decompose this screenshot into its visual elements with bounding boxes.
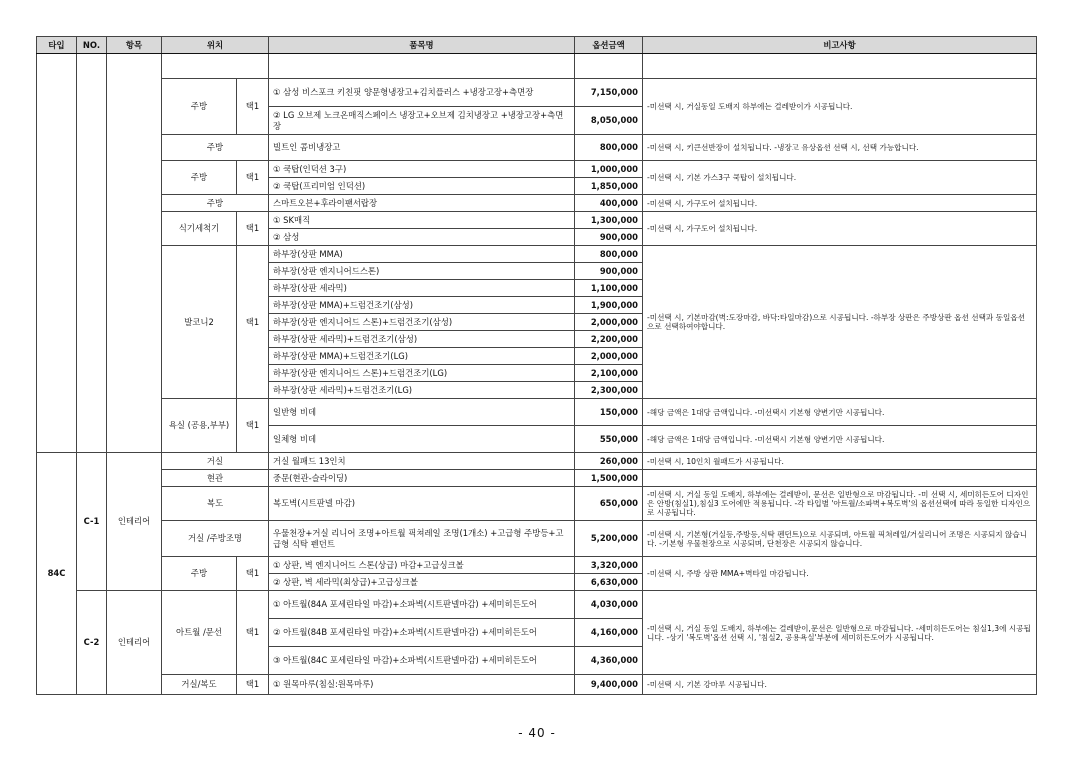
no-cell-top [77,54,107,453]
price-cell: 8,050,000 [575,107,643,135]
table-row [37,54,1037,79]
price-cell: 7,150,000 [575,79,643,107]
remarks-cell: -미선택 시, 키큰선반장이 설치됩니다. -냉장고 유상옵션 선택 시, 선택 가능합니다. [643,135,1037,161]
remarks-cell: -미선택 시, 거실동일 도배지 하부에는 걸레받이가 시공됩니다. [643,79,1037,135]
section-item-c2: 인테리어 [107,591,162,695]
table-row [37,675,1037,695]
price-cell: 900,000 [575,229,643,246]
select-one-cell: 택1 [237,246,269,399]
product-cell: ① 쿡탑(인덕션 3구) [269,161,575,178]
remarks-cell: -해당 금액은 1대당 금액입니다. -미선택시 기본형 양변기만 시공됩니다. [643,399,1037,426]
remarks-cell [643,470,1037,487]
table-row [37,212,1037,229]
select-one-cell: 택1 [237,399,269,453]
header-type: 타입 [37,37,77,54]
item-cell-top [107,54,162,453]
location-cell: 아트월 /문선 [162,591,237,675]
price-cell: 1,500,000 [575,470,643,487]
location-cell: 주방 [162,195,269,212]
select-one-cell: 택1 [237,591,269,675]
page-number: - 40 - [518,726,556,740]
table-row [37,521,1037,557]
product-cell: ① 원목마루(침실:원목마루) [269,675,575,695]
product-cell: ① 삼성 비스포크 키친핏 양문형냉장고+김치플러스 +냉장고장+측면장 [269,79,575,107]
header-item: 항목 [107,37,162,54]
table-row [37,161,1037,178]
price-cell: 650,000 [575,487,643,521]
product-cell: ② LG 오브제 노크온매직스페이스 냉장고+오브제 김치냉장고 +냉장고장+측면장 [269,107,575,135]
header-row [37,37,1037,54]
product-cell: 하부장(상판 세라믹) [269,280,575,297]
section-no-c1: C-1 [77,453,107,591]
product-cell: 복도벽(시트판넬 마감) [269,487,575,521]
product-cell: ① 상판, 벽 엔지니어드 스톤(상급) 마감+고급싱크볼 [269,557,575,574]
remarks-cell: -미선택 시, 기본마감(벽:도장마감, 바닥:타일마감)으로 시공됩니다. -하부장 상판은 주방상판 옵션 선택과 동일옵션으로 선택하여야합니다. [643,246,1037,399]
price-cell: 6,630,000 [575,574,643,591]
price-cell: 550,000 [575,426,643,453]
price-cell: 3,320,000 [575,557,643,574]
header-location: 위치 [162,37,269,54]
product-cell: ① SK매직 [269,212,575,229]
product-cell: 하부장(상판 엔지니어드 스톤)+드럼건조기(LG) [269,365,575,382]
table-row [37,246,1037,263]
select-one-cell: 택1 [237,212,269,246]
product-cell: ③ 아트월(84C 포세린타일 마감)+소파벽(시트판넬마감) +세미히든도어 [269,647,575,675]
location-cell: 거실 [162,453,269,470]
product-cell: ② 아트월(84B 포세린타일 마감)+소파벽(시트판넬마감) +세미히든도어 [269,619,575,647]
table-row [37,135,1037,161]
table-row [37,557,1037,574]
table-row [37,79,1037,107]
product-cell: ② 삼성 [269,229,575,246]
product-cell: 하부장(상판 MMA) [269,246,575,263]
location-cell: 주방 [162,135,269,161]
location-cell: 거실/복도 [162,675,237,695]
header-product: 품목명 [269,37,575,54]
location-cell: 주방 [162,161,237,195]
type-cell-top [37,54,77,453]
price-cell: 5,200,000 [575,521,643,557]
price-cell: 1,000,000 [575,161,643,178]
remarks-cell: -미선택 시, 10인치 월패드가 시공됩니다. [643,453,1037,470]
table-row [37,453,1037,470]
header-price: 옵션금액 [575,37,643,54]
product-cell: 하부장(상판 MMA)+드럼건조기(삼성) [269,297,575,314]
section-item-c1: 인테리어 [107,453,162,591]
remarks-cell: -미선택 시, 주방 상판 MMA+벽타일 마감됩니다. [643,557,1037,591]
price-cell: 800,000 [575,246,643,263]
select-one-cell: 택1 [237,675,269,695]
table-row [37,399,1037,426]
price-cell: 1,900,000 [575,297,643,314]
price-cell: 1,300,000 [575,212,643,229]
price-cell [575,54,643,79]
price-cell: 4,160,000 [575,619,643,647]
product-cell: 스마트오븐+후라이팬서랍장 [269,195,575,212]
product-cell: 하부장(상판 MMA)+드럼건조기(LG) [269,348,575,365]
remarks-cell: -미선택 시, 기본형(거실등,주방등,식탁 펜던트)으로 시공되며, 아트월 픽쳐레일/거실리니어 조명은 시공되지 않습니다. -기본형 우물천장으로 시공되며, 단천장은 시공되지 않습니다. [643,521,1037,557]
product-cell: ② 상판, 벽 세라믹(최상급)+고급싱크볼 [269,574,575,591]
location-cell: 복도 [162,487,269,521]
location-cell: 욕실 (공용,부부) [162,399,237,453]
table-row [37,487,1037,521]
remarks-cell: -미선택 시, 가구도어 설치됩니다. [643,212,1037,246]
price-cell: 2,000,000 [575,348,643,365]
select-one-cell: 택1 [237,161,269,195]
remarks-cell: -미선택 시, 거실 동일 도배지, 하부에는 걸레받이,문선은 일반형으로 마감됩니다. -세미히든도어는 침실1,3에 시공됩니다. -상기 '복도벽'옵션 선택 시, '침실2, 공용욕실'부분에 세미히든도어가 시공됩니다. [643,591,1037,675]
table-row [37,470,1037,487]
section-no-c2: C-2 [77,591,107,695]
product-cell: 거실 월패드 13인치 [269,453,575,470]
product-cell: 하부장(상판 엔지니어드스톤) [269,263,575,280]
remarks-cell [643,54,1037,79]
remarks-cell: -해당 금액은 1대당 금액입니다. -미선택시 기본형 양변기만 시공됩니다. [643,426,1037,453]
location-cell: 현관 [162,470,269,487]
product-cell: 하부장(상판 세라믹)+드럼건조기(LG) [269,382,575,399]
location-cell: 거실 /주방조명 [162,521,269,557]
location-cell: 식기세척기 [162,212,237,246]
select-one-cell: 택1 [237,557,269,591]
product-cell: ② 쿡탑(프리미엄 인덕션) [269,178,575,195]
select-one-cell: 택1 [237,79,269,135]
product-cell: 중문(현관-슬라이딩) [269,470,575,487]
product-cell [269,54,575,79]
remarks-cell: -미선택 시, 기본 강마루 시공됩니다. [643,675,1037,695]
remarks-cell: -미선택 시, 기본 가스3구 쿡탑이 설치됩니다. [643,161,1037,195]
location-cell [162,54,269,79]
type-cell-84c: 84C [37,453,77,695]
price-cell: 2,300,000 [575,382,643,399]
price-cell: 4,030,000 [575,591,643,619]
location-cell: 주방 [162,557,237,591]
product-cell: 하부장(상판 엔지니어드 스톤)+드럼건조기(삼성) [269,314,575,331]
location-cell: 주방 [162,79,237,135]
product-cell: ① 아트월(84A 포세린타일 마감)+소파벽(시트판넬마감) +세미히든도어 [269,591,575,619]
header-remarks: 비고사항 [643,37,1037,54]
price-cell: 1,100,000 [575,280,643,297]
option-price-table [36,36,1037,695]
price-cell: 2,000,000 [575,314,643,331]
table-row [37,591,1037,619]
remarks-cell: -미선택 시, 가구도어 설치됩니다. [643,195,1037,212]
remarks-cell: -미선택 시, 거실 동일 도배지, 하부에는 걸레받이, 문선은 일반형으로 마감됩니다. -미 선택 시, 세미히든도어 디자인은 안방(침실1),침실3 도어에만 적용됩니다. -각 타입별 '아트월/소파벽+복도벽'의 옵션선택에 따라 동일한 디자인으로 시공됩니다. [643,487,1037,521]
price-cell: 2,100,000 [575,365,643,382]
price-cell: 150,000 [575,399,643,426]
product-cell: 우물천장+거실 리니어 조명+아트월 픽쳐레일 조명(1개소) +고급형 주방등+고급형 식탁 펜던트 [269,521,575,557]
price-cell: 2,200,000 [575,331,643,348]
product-cell: 빌트인 콤비냉장고 [269,135,575,161]
table-row [37,195,1037,212]
product-cell: 일반형 비데 [269,399,575,426]
price-cell: 400,000 [575,195,643,212]
price-cell: 900,000 [575,263,643,280]
product-cell: 하부장(상판 세라믹)+드럼건조기(삼성) [269,331,575,348]
price-cell: 260,000 [575,453,643,470]
price-cell: 1,850,000 [575,178,643,195]
location-cell: 발코니2 [162,246,237,399]
header-no: NO. [77,37,107,54]
price-cell: 9,400,000 [575,675,643,695]
price-cell: 4,360,000 [575,647,643,675]
product-cell: 일체형 비데 [269,426,575,453]
price-cell: 800,000 [575,135,643,161]
